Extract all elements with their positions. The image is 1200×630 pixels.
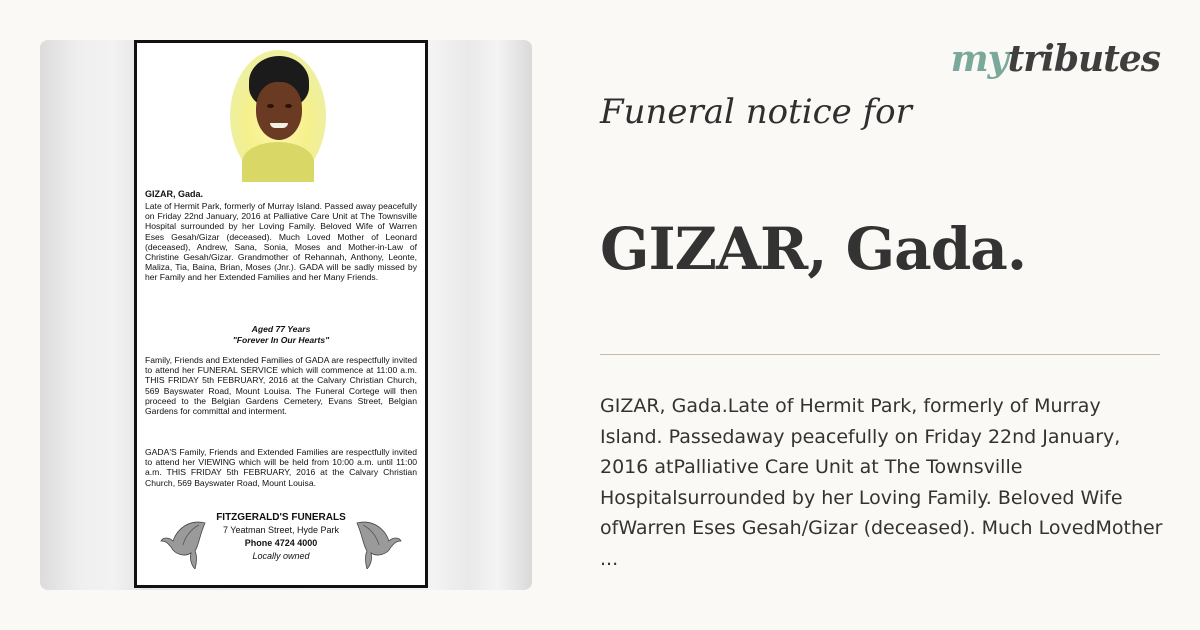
funeral-home-phone: Phone 4724 4000 [244,538,318,548]
notice-title: GIZAR, Gada. [145,189,204,199]
funeral-notice-card [40,40,532,590]
notice-paragraph-1: Late of Hermit Park, formerly of Murray Island. Passed away peacefully on Friday 22nd January, 2016 at Palliative Care Unit at The Townsville Hospital surrounded by her Loving Family. Beloved Wife of Warren Eses Gesah/Gizar (deceased). Much Loved Mother of Leonard (deceased), Andrew, Sana, Sonia, Moses and Mother-in-Law of Christine Gesah/Gizar. Grandmother of Rehannah, Anthony, Leonte, Maliza, Tia, Baina, Brian, Moses (Jnr.). GADA will be sadly missed by her Family and her Extended Families and her Many Friends. [145,201,417,283]
notice-aged: Aged 77 Years [251,324,311,334]
excerpt-line: ofWarren Eses Gesah/Gizar (deceased). Much LovedMother [600,517,1163,539]
funeral-home-address: 7 Yeatman Street, Hyde Park [222,525,340,535]
excerpt-line: 2016 atPalliative Care Unit at The Townsville [600,456,1023,478]
notice-paragraph-3: GADA'S Family, Friends and Extended Families are respectfully invited to attend her VIEWING which will be held from 10:00 a.m. until 11:00 a.m. THIS FRIDAY 5th FEBRUARY, 2016 at the Calvary Christian Church, 569 Bayswater Road, Mount Louisa. [145,447,417,488]
logo-prefix: my [950,38,1008,80]
funeral-home-tagline: Locally owned [252,551,310,561]
excerpt-line: Island. Passedaway peacefully on Friday 22nd January, [600,425,1121,448]
mytributes-logo[interactable] [951,38,1160,80]
notice-quote: "Forever In Our Hearts" [232,335,330,345]
newspaper-notice [134,40,428,588]
logo-suffix: tributes [1007,38,1160,80]
excerpt-line: Hospitalsurrounded by her Loving Family. Beloved Wife [600,486,1123,509]
funeral-home-name: FITZGERALD'S FUNERALS [216,512,346,523]
excerpt-line: GIZAR, Gada.Late of Hermit Park, formerly of Murray [600,395,1101,417]
deceased-name: GIZAR, Gada. [600,215,1027,283]
notice-paragraph-2: Family, Friends and Extended Families of GADA are respectfully invited to attend her FUNERAL SERVICE which will commence at 11:00 a.m. THIS FRIDAY 5th FEBRUARY, 2016 at the Calvary Christian Church, 569 Bayswater Road, Mount Louisa. The Funeral Cortege will then proceed to the Belgian Gardens Cemetery, Evans Street, Belgian Gardens for committal and interment. [145,355,417,417]
excerpt-line: ... [600,547,619,570]
funeral-home-block [137,511,425,581]
notice-excerpt [600,391,1200,574]
deceased-portrait [230,50,326,182]
page-subtitle: Funeral notice for [600,92,912,132]
divider [600,354,1160,355]
